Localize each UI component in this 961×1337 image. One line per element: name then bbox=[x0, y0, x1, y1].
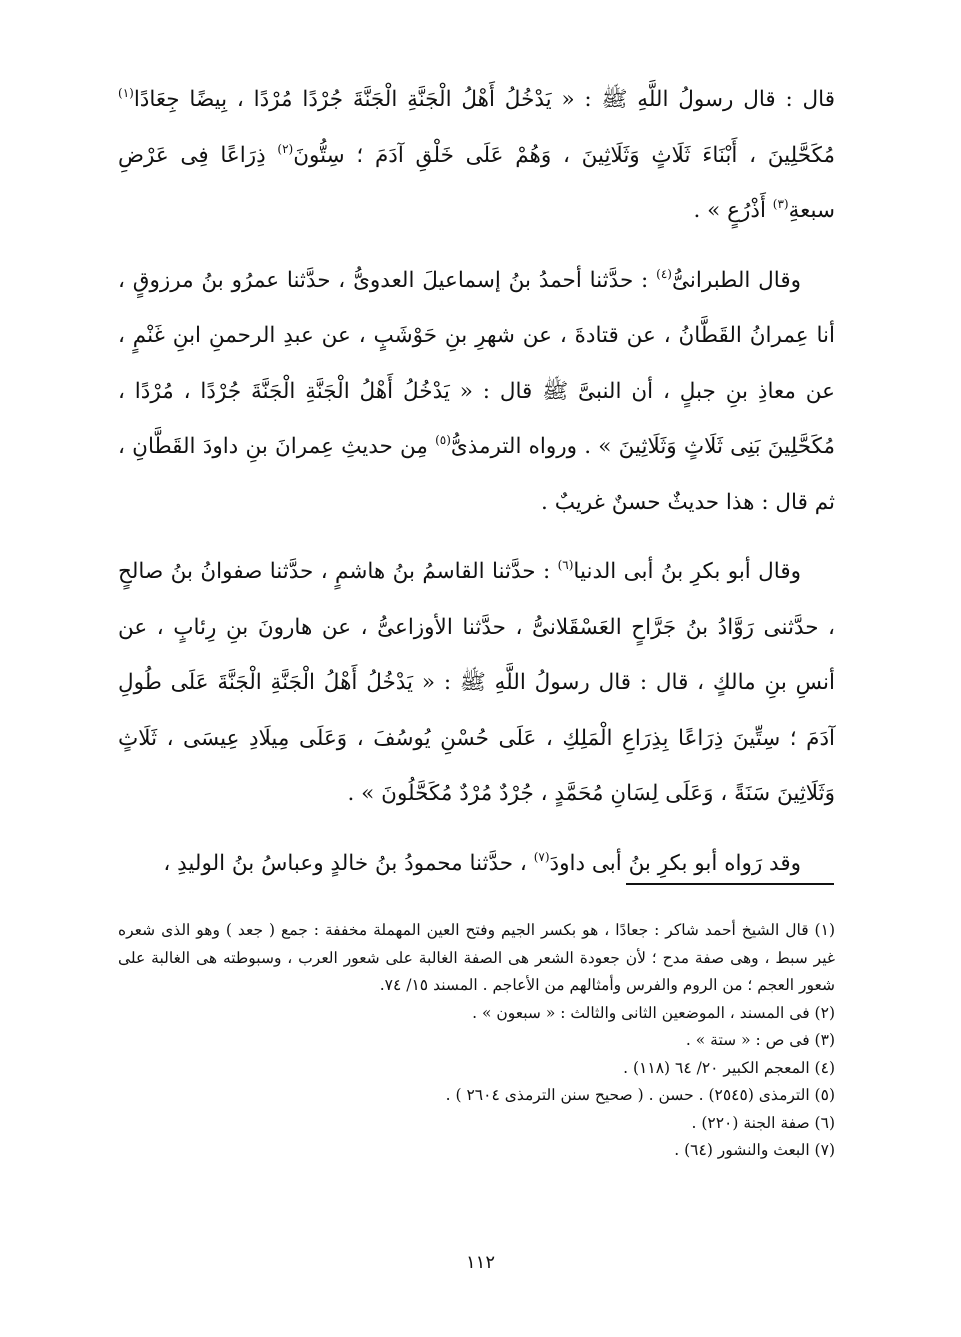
footnote-4: (٤) المعجم الكبير ٢٠/ ٦٤ (١١٨) . bbox=[623, 1058, 835, 1077]
paragraph-3-text-b: : حدَّثنا القاسمُ بنُ هاشمٍ ، حدَّثنا صفوانُ بنُ صالحٍ ، حدَّثنى رَوَّادُ بنُ جَرَّاحٍ العَسْقَلانىُّ ، حدَّثنا الأوزاعىُّ ، عن هارونَ بنِ رِئابٍ ، عن أنسِ بنِ مالكٍ ، قال : قال رسولُ اللَّهِ ﷺ : « يَدْخُلُ أَهْلُ الْجَنَّةِ الْجَنَّةَ عَلَى طُولِ آدَمَ ؛ سِتِّينَ ذِرَاعًا بِذِرَاعِ الْمَلِكِ ، عَلَى حُسْنِ يُوسُفَ ، وَعَلَى مِيلَادِ عِيسَى ، ثَلَاثٍ وَثَلَاثِينَ سَنَةً ، وَعَلَى لِسَانِ مُحَمَّدٍ ، جُرْدٌ مُرْدٌ مُكَحَّلُونَ » . bbox=[118, 559, 835, 806]
paragraph-1-text-c: ذِرَاعًا فِى عَرْضِ سبعةِ bbox=[118, 142, 835, 223]
paragraph-2 bbox=[118, 253, 835, 531]
paragraph-2-text-b: : حدَّثنا أحمدُ بنُ إسماعيلَ العدوىُّ ، حدَّثنا عمرُو بنُ مرزوقٍ ، أنا عِمرانُ القَطَّانُ ، عن قتادةَ ، عن شهرِ بنِ حَوْشَبٍ ، عن عبدِ الرحمنِ ابنِ غَنْمٍ ، عن معاذِ بنِ جبلٍ ، أن النبىَّ ﷺ قال : « يَدْخُلُ أَهْلُ الْجَنَّةِ الْجَنَّةَ جُرْدًا ، مُرْدًا ، مُكَحَّلِينَ بَنِى ثَلَاثٍ وَثَلَاثِينَ » . ورواه الترمذىُّ bbox=[118, 267, 835, 459]
footnote-separator bbox=[626, 883, 834, 885]
footnote-ref-5[interactable]: (٥) bbox=[435, 433, 451, 447]
paragraph-1 bbox=[118, 72, 835, 239]
footnote-ref-6[interactable]: (٦) bbox=[557, 558, 574, 572]
paragraph-4-text-b: ، حدَّثنا محمودُ بنُ خالدٍ وعباسُ بنُ الوليدِ ، bbox=[163, 850, 534, 876]
page-number: ١١٢ bbox=[465, 1252, 495, 1273]
paragraph-2-text-c: مِن حديثِ عِمرانَ بنِ داودَ القَطَّانِ ، ثم قال : هذا حديثٌ حسنٌ غريبٌ . bbox=[118, 434, 835, 515]
paragraph-3-text: وقال أبو بكرِ بنُ أبى الدنيا bbox=[573, 559, 801, 584]
footnote-ref-1[interactable]: (١) bbox=[118, 86, 134, 100]
paragraph-2-text: وقال الطبرانىُّ bbox=[671, 267, 801, 293]
paragraph-1-text-b: مُكَحَّلِينَ ، أَبْنَاءَ ثَلَاثٍ وَثَلَاثِينَ ، وَهُمْ عَلَى خَلْقِ آدَمَ ؛ سِتُّونَ bbox=[293, 142, 835, 168]
footnote-ref-3[interactable]: (٣) bbox=[772, 197, 789, 211]
paragraph-1-text-d: أَذْرُعٍ » . bbox=[693, 198, 773, 223]
main-text bbox=[118, 72, 835, 891]
footnote-1: (١) قال الشيخ أحمد شاكر : جعادًا ، هو بكسر الجيم وفتح العين المهملة مخففة : جمع ( جعد ) وهو الذى شعره غير سبط ، وهى صفة مدح ؛ لأن جعودة الشعر هى الصفة الغالبة على شعور العرب ، وسبوطته هى الغالبة على شعور العجم ؛ من الروم والفرس وأمثالهم من الأعاجم . المسند ١٥/ ٧٤. bbox=[118, 921, 835, 994]
footnote-ref-2[interactable]: (٢) bbox=[277, 141, 294, 156]
footnote-7: (٧) البعث والنشور (٦٤) . bbox=[674, 1141, 835, 1159]
footnote-3: (٣) فى ص : « ستة » . bbox=[685, 1031, 835, 1049]
footnote-5: (٥) الترمذى (٢٥٤٥) . حسن . ( صحيح سنن الترمذى ٢٦٠٤ ) . bbox=[445, 1086, 835, 1104]
paragraph-4-text: وقد رَواه أبو بكرِ بنُ أبى داودَ bbox=[549, 850, 801, 876]
paragraph-1-text: قال : قال رسولُ اللَّهِ ﷺ : « يَدْخُلُ أَهْلُ الْجَنَّةِ الْجَنَّةَ جُرْدًا مُرْدًا ، بِيضًا جِعَادًا bbox=[133, 87, 835, 112]
footnote-ref-4[interactable]: (٤) bbox=[656, 266, 672, 281]
paragraph-3 bbox=[118, 544, 835, 822]
footnotes bbox=[118, 917, 835, 1165]
footnote-6: (٦) صفة الجنة (٢٢٠) . bbox=[691, 1113, 835, 1132]
footnote-ref-7[interactable]: (٧) bbox=[533, 849, 550, 864]
footnote-2: (٢) فى المسند ، الموضعين الثانى والثالث : « سبعون » . bbox=[472, 1003, 835, 1022]
